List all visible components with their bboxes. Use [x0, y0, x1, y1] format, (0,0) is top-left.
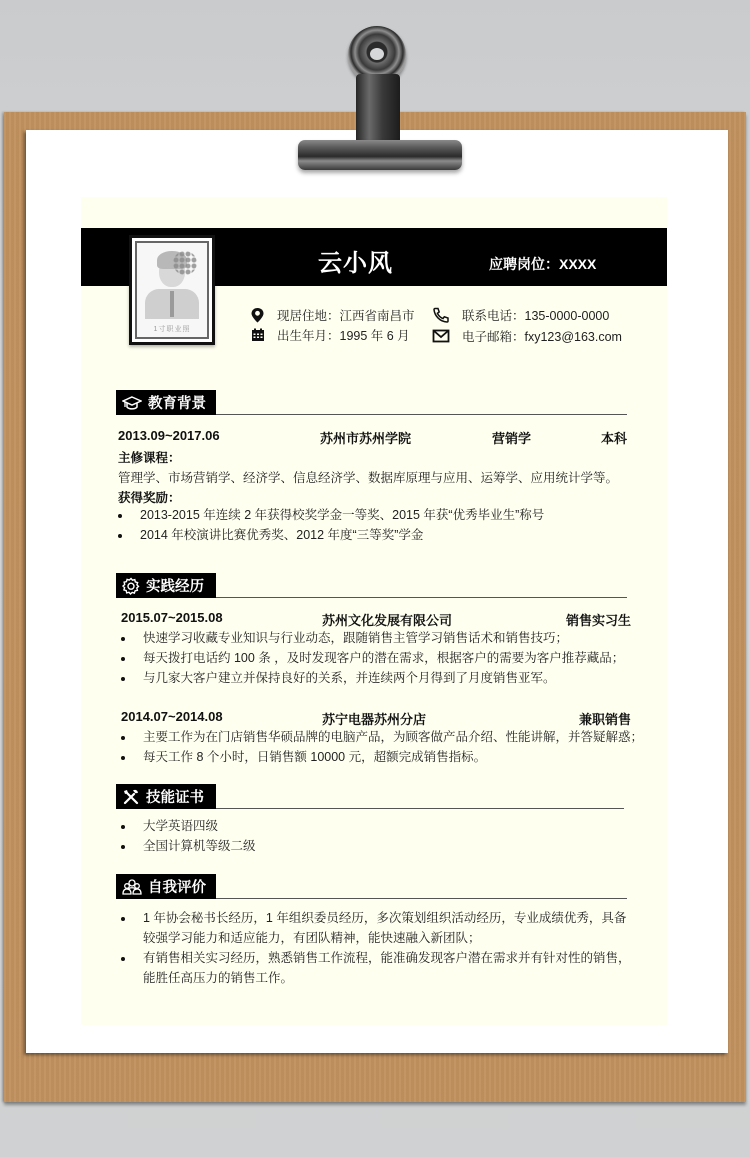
section-experience-title: 实践经历: [146, 579, 204, 595]
calendar-icon: [251, 328, 265, 342]
skills-list: [119, 816, 256, 856]
phone-icon: [432, 307, 450, 323]
section-skills-tab: [116, 784, 216, 809]
duty-item: 每天工作 8 个小时，日销售额 10000 元，超额完成销售指标。: [119, 747, 643, 767]
section-self-eval-header: [116, 874, 627, 899]
self-eval-item: 有销售相关实习经历，熟悉销售工作流程，能准确发现客户潜在需求并有针对性的销售，能胜任高压力的销售工作。: [119, 948, 635, 988]
envelope-icon: [432, 329, 450, 343]
courses-label: 主修课程：: [118, 451, 181, 465]
tools-icon: [122, 788, 140, 806]
job-company: 苏州文化发展有限公司: [322, 613, 453, 628]
email-text: 电子邮箱：fxy123@163.com: [462, 330, 622, 344]
skill-item: 大学英语四级: [119, 816, 256, 836]
section-education-title: 教育背景: [148, 396, 206, 412]
section-self-eval-title: 自我评价: [148, 880, 206, 896]
section-skills-title: 技能证书: [146, 790, 204, 806]
self-eval-item: 1 年协会秘书长经历，1 年组织委员经历，多次策划组织活动经历，专业成绩优秀，具备较强学习能力和适应能力，有团队精神，能快速融入新团队；: [119, 908, 635, 948]
edu-school: 苏州市苏州学院: [320, 431, 412, 446]
job-role: 兼职销售: [579, 712, 632, 727]
award-item: 2013-2015 年连续 2 年获得校奖学金一等奖、2015 年获“优秀毕业生”称号: [116, 505, 544, 525]
applied-position: 应聘岗位：XXXX: [489, 256, 597, 272]
edu-degree: 本科: [601, 431, 628, 446]
awards-label: 获得奖励：: [118, 491, 181, 505]
profile-photo: [129, 235, 215, 345]
job-period: 2014.07~2014.08: [121, 709, 223, 724]
clip-base: [298, 140, 462, 170]
self-eval-list: [119, 908, 635, 988]
info-phone: [432, 306, 609, 324]
clip-neck: [356, 74, 400, 142]
job-period: 2015.07~2015.08: [121, 610, 223, 625]
edu-major: 营销学: [492, 431, 532, 446]
section-education-header: [116, 390, 627, 415]
award-item: 2014 年校演讲比赛优秀奖、2012 年度“三等奖”学金: [116, 525, 544, 545]
phone-text: 联系电话：135-0000-0000: [462, 309, 610, 323]
duty-item: 与几家大客户建立并保持良好的关系，并连续两个月得到了月度销售亚军。: [119, 668, 624, 688]
duty-item: 每天拨打电话约 100 条 ，及时发现客户的潜在需求，根据客户的需要为客户推荐藏品；: [119, 648, 624, 668]
job-role: 销售实习生: [566, 613, 632, 628]
birth-text: 出生年月：1995 年 6 月: [277, 329, 410, 343]
photo-caption: 1寸职业照: [153, 326, 191, 333]
section-skills-header: [116, 784, 624, 809]
info-email: [432, 327, 622, 345]
residence-text: 现居住地：江西省南昌市: [277, 309, 415, 323]
gear-icon: [122, 577, 140, 595]
users-icon: [122, 878, 142, 895]
edu-period: 2013.09~2017.06: [118, 428, 220, 443]
section-experience-header: [116, 573, 627, 598]
candidate-name: 云小风: [318, 250, 393, 277]
info-residence: [250, 306, 415, 324]
courses-text: 管理学、市场营销学、经济学、信息经济学、数据库原理与应用、运筹学、应用统计学等。: [118, 471, 619, 485]
job-company: 苏宁电器苏州分店: [322, 712, 427, 727]
info-birth: [251, 326, 410, 344]
job-duties-list: [119, 727, 643, 767]
section-self-eval-tab: [116, 874, 216, 899]
duty-item: 快速学习收藏专业知识与行业动态，跟随销售主管学习销售话术和销售技巧；: [119, 628, 624, 648]
map-pin-icon: [250, 307, 265, 323]
job-duties-list: [119, 628, 624, 688]
duty-item: 主要工作为在门店销售华硕品牌的电脑产品，为顾客做产品介绍、性能讲解，并答疑解惑；: [119, 727, 643, 747]
skill-item: 全国计算机等级二级: [119, 836, 256, 856]
section-education-tab: [116, 390, 216, 415]
graduation-cap-icon: [122, 395, 142, 411]
binder-clip: [296, 26, 464, 172]
section-experience-tab: [116, 573, 216, 598]
awards-list: [116, 505, 544, 545]
